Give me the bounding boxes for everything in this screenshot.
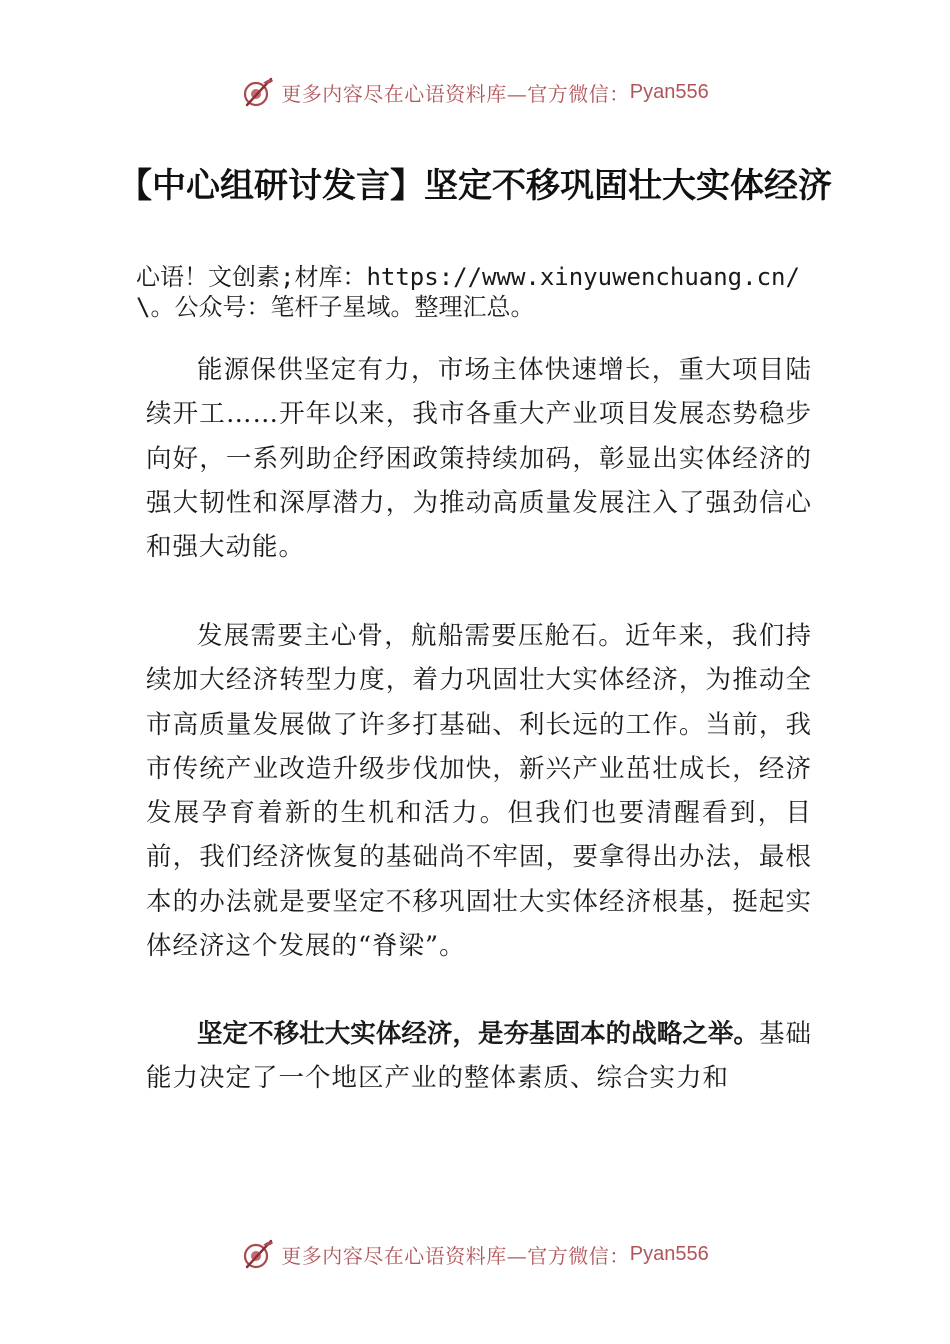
section-lead: 坚定不移壮大实体经济，是夯基固本的战略之举。 xyxy=(197,1019,759,1049)
banner-text: 更多内容尽在心语资料库—官方微信： xyxy=(281,81,630,106)
header-banner xyxy=(0,70,950,114)
quill-rose-logo-icon xyxy=(241,1237,275,1271)
paragraph-1: 能源保供坚定有力，市场主体快速增长，重大项目陆续开工……开年以来，我市各重大产业项目发展态势稳步向好，一系列助企纾困政策持续加码，彰显出实体经济的强大韧性和深厚潜力，为推动高质量发展注入了强劲信心和强大动能。 xyxy=(146,355,812,563)
banner-wechat-id: Pyan556 xyxy=(629,1242,709,1265)
paragraph-2: 发展需要主心骨，航船需要压舱石。近年来，我们持续加大经济转型力度，着力巩固壮大实体经济，为推动全市高质量发展做了许多打基础、利长远的工作。当前，我市传统产业改造升级步伐加快，新兴产业茁壮成长，经济发展孕育着新的生机和活力。但我们也要清醒看到，目前，我们经济恢复的基础尚不牢固，要拿得出办法，最根本的办法就是要坚定不移巩固壮大实体经济根基，挺起实体经济这个发展的“脊梁”。 xyxy=(146,621,812,962)
footer-banner xyxy=(0,1232,950,1276)
banner-wechat-id: Pyan556 xyxy=(629,80,709,103)
section-text: 基础能力决定了一个地区产业的整体素质、综合实力和 xyxy=(146,1019,812,1094)
page-title: 【中心组研讨发言】坚定不移巩固壮大实体经济 xyxy=(118,166,832,206)
paragraph-3 xyxy=(146,1012,812,1101)
quill-rose-logo-icon xyxy=(241,75,275,109)
source-line: 心语！文创素;材库：https://www.xinyuwenchuang.cn/\。公众号：笔杆子星域。整理汇总。 xyxy=(136,263,800,321)
banner-text: 更多内容尽在心语资料库—官方微信： xyxy=(281,1243,630,1268)
